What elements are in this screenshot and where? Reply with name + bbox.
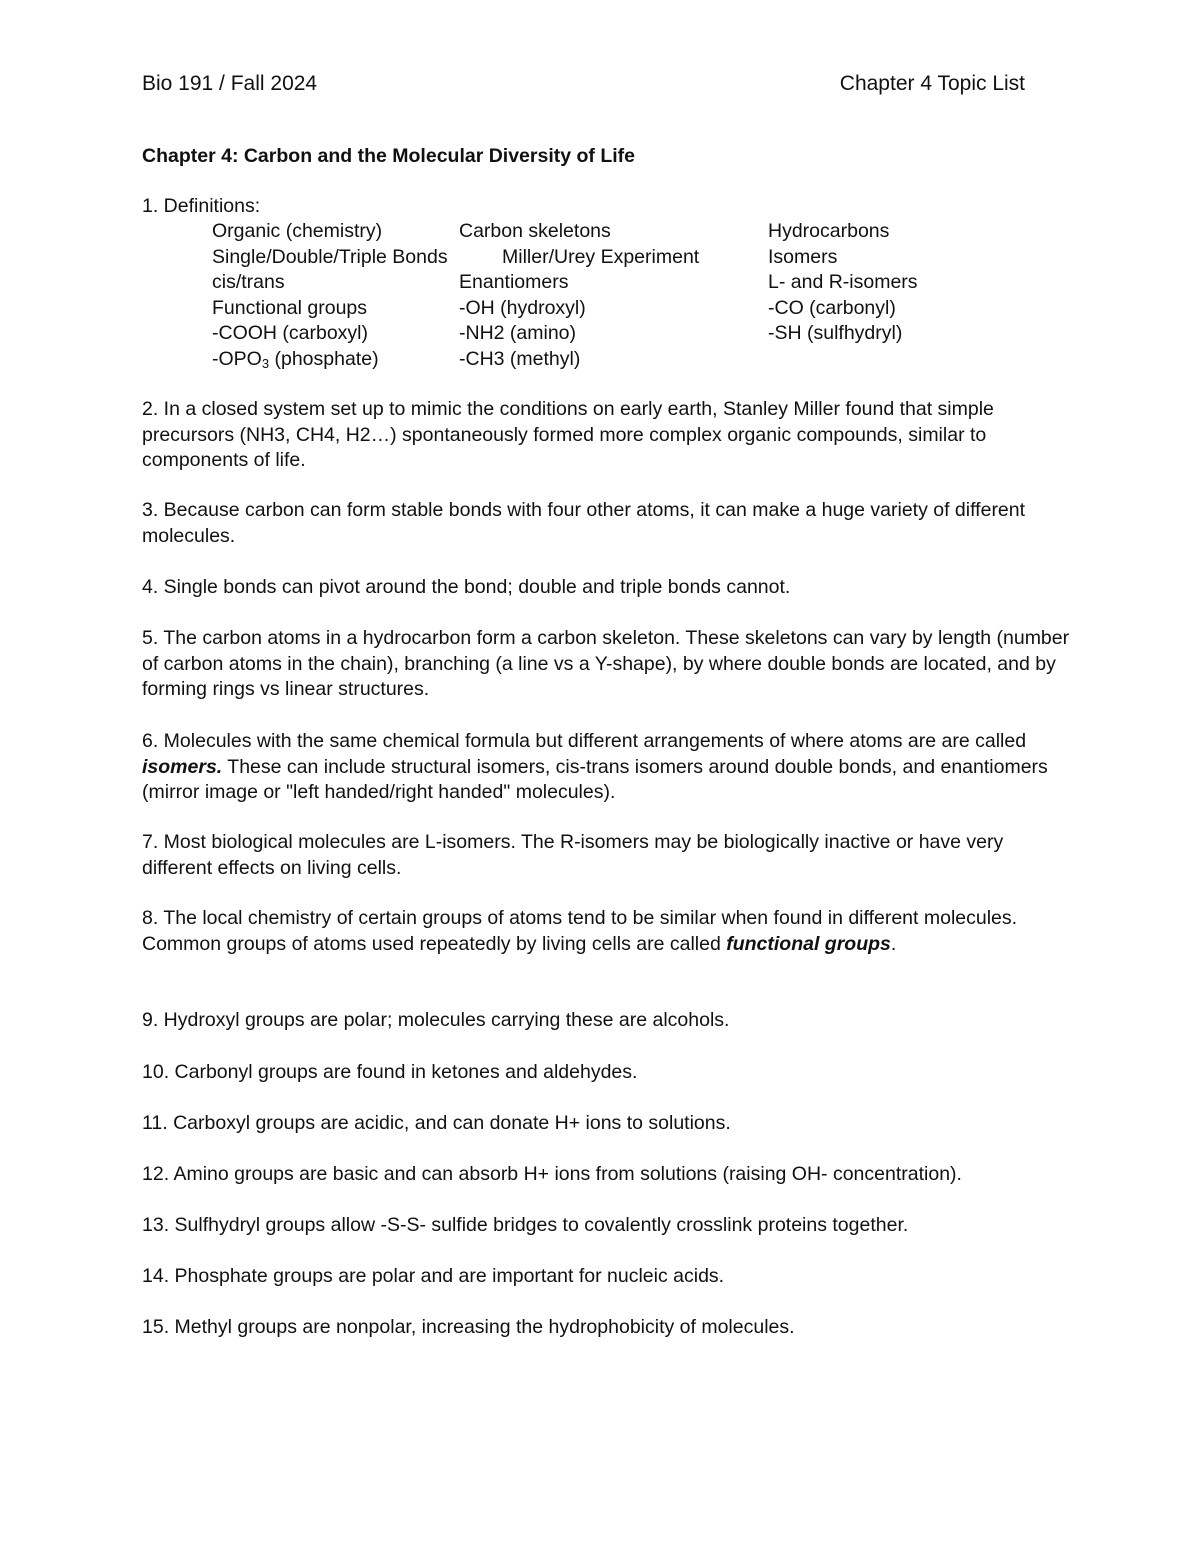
topic-item-3: 3. Because carbon can form stable bonds with four other atoms, it can make a huge variety of different molecules. — [142, 499, 1026, 547]
chapter-title: Chapter 4: Carbon and the Molecular Diversity of Life — [142, 145, 636, 167]
course-header: Bio 191 / Fall 2024 — [142, 72, 318, 95]
definition-term: -NH2 (amino) — [459, 322, 577, 344]
phosphate-suffix: (phosphate) — [269, 347, 379, 370]
topic-item-7: 7. Most biological molecules are L-isomers. The R-isomers may be biologically inactive or have very different effects on living cells. — [142, 831, 1004, 879]
definition-term: Single/Double/Triple Bonds — [212, 245, 448, 268]
definition-term: -SH (sulfhydryl) — [768, 322, 903, 344]
topic-item-13: 13. Sulfhydryl groups allow -S-S- sulfide bridges to covalently crosslink proteins together. — [142, 1214, 909, 1236]
definition-term: -CH3 (methyl) — [459, 347, 581, 370]
definition-term: Functional groups — [212, 296, 368, 319]
definition-term: cis/trans — [212, 271, 285, 293]
topic-item-2: 2. In a closed system set up to mimic the conditions on early earth, Stanley Miller found that simple precursors (NH3, CH4, H2…) spontaneously formed more complex organic compounds, similar to components of life. — [142, 398, 994, 471]
isomers-term: isomers. — [142, 755, 223, 778]
topic-item-8-text-b: . — [890, 932, 897, 955]
definitions-row — [212, 270, 1032, 296]
definitions-grid — [212, 219, 1032, 372]
topic-item-4: 4. Single bonds can pivot around the bond; double and triple bonds cannot. — [142, 576, 791, 598]
topic-item-14: 14. Phosphate groups are polar and are important for nucleic acids. — [142, 1265, 725, 1287]
topic-item-11: 11. Carboxyl groups are acidic, and can donate H+ ions to solutions. — [142, 1112, 731, 1134]
functional-groups-term: functional groups — [726, 932, 891, 955]
definition-term: -COOH (carboxyl) — [212, 322, 369, 344]
doc-title-header: Chapter 4 Topic List — [839, 72, 1025, 95]
definition-term: Enantiomers — [459, 271, 569, 293]
definition-term: Organic (chemistry) — [212, 220, 383, 242]
topic-item-12: 12. Amino groups are basic and can absorb H+ ions from solutions (raising OH- concentration). — [142, 1163, 962, 1185]
definition-term: Isomers — [768, 245, 838, 268]
phosphate-subscript: 3 — [261, 355, 270, 371]
definition-term: L- and R-isomers — [768, 271, 918, 293]
definition-term: -OH (hydroxyl) — [459, 296, 586, 319]
topic-item-5: 5. The carbon atoms in a hydrocarbon form a carbon skeleton. These skeletons can vary by length (number of carbon atoms in the chain), branching (a line vs a Y-shape), by where double bonds are located, and by forming rings vs linear structures. — [142, 627, 1070, 700]
topic-item-6-text-b: These can include structural isomers, cis-trans isomers around double bonds, and enantiomers (mirror image or "left handed/right handed" molecules). — [142, 755, 1048, 803]
topic-item-15: 15. Methyl groups are nonpolar, increasing the hydrophobicity of molecules. — [142, 1316, 795, 1338]
topic-item-6-text-a: 6. Molecules with the same chemical formula but different arrangements of where atoms are are called — [142, 730, 1027, 752]
definitions-row — [212, 296, 1032, 322]
definition-term: Hydrocarbons — [768, 220, 890, 242]
topic-item-6 — [142, 729, 1072, 806]
topic-item-10: 10. Carbonyl groups are found in ketones and aldehydes. — [142, 1061, 638, 1083]
definitions-heading: 1. Definitions: — [142, 195, 261, 217]
topic-item-9: 9. Hydroxyl groups are polar; molecules carrying these are alcohols. — [142, 1009, 730, 1031]
topic-item-8 — [142, 906, 1072, 957]
definitions-row — [212, 321, 1032, 347]
definition-term: Miller/Urey Experiment — [502, 245, 700, 268]
definition-term: Carbon skeletons — [459, 220, 611, 242]
phosphate-prefix: -OPO — [212, 347, 262, 370]
definitions-row — [212, 219, 1032, 245]
definition-term: -CO (carbonyl) — [768, 296, 896, 319]
definition-term-phosphate — [212, 347, 379, 377]
topic-item-8-text-a: 8. The local chemistry of certain groups of atoms tend to be similar when found in different molecules. Common groups of atoms used repeatedly by living cells are called — [142, 907, 1018, 955]
definitions-row — [212, 245, 1032, 271]
definitions-row — [212, 347, 1032, 373]
